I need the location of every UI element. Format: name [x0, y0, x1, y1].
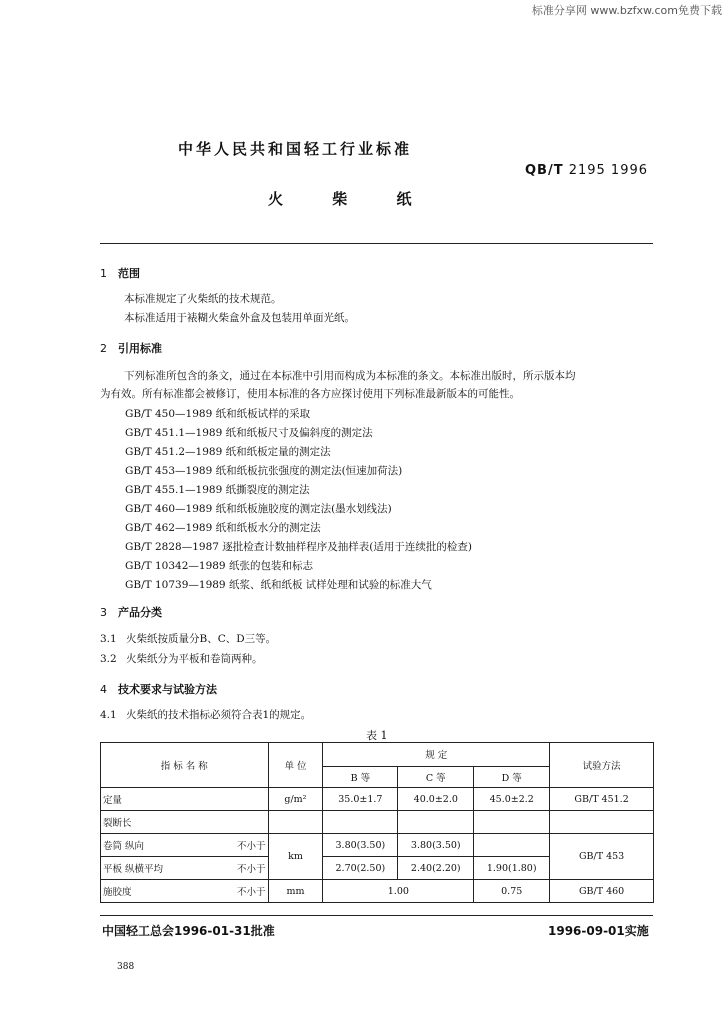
clause-3-2 [100, 650, 263, 669]
header-grade-b: B 等 [323, 766, 398, 787]
row-value-bc: 1.00 [323, 880, 474, 903]
section-title: 技术要求与试验方法 [118, 683, 217, 696]
clause-3-1 [100, 630, 276, 649]
clause-text: 火柴纸按质量分B、C、D三等。 [126, 633, 277, 645]
section-1-heading [100, 265, 140, 281]
row-label: 平板 纵横平均 [103, 864, 164, 875]
watermark: 标准分享网 www.bzfxw.com免费下载 [531, 4, 722, 17]
table-row [101, 880, 654, 903]
row-name [101, 880, 269, 903]
section-2-intro: 下列标准所包含的条文，通过在本标准中引用而构成为本标准的条文。本标准出版时，所示版本均 [124, 370, 576, 382]
row-value-d: 45.0±2.2 [474, 788, 550, 811]
row-name: 定量 [101, 788, 269, 811]
clause-number: 4.1 [100, 709, 117, 721]
row-condition: 不小于 [236, 887, 266, 898]
section-3-heading [100, 604, 162, 620]
standard-code [525, 163, 648, 178]
code-number: 2195 1996 [568, 163, 649, 178]
section-number: 1 [100, 267, 107, 280]
row-value-c: 3.80(3.50) [398, 834, 474, 857]
row-unit: mm [268, 880, 323, 903]
section-number: 2 [100, 342, 107, 355]
section-1-line: 本标准规定了火柴纸的技术规范。 [124, 293, 282, 305]
header-grade-c: C 等 [398, 766, 474, 787]
row-value-c: 2.40(2.20) [398, 857, 474, 880]
clause-number: 3.1 [100, 633, 117, 645]
row-method: GB/T 453 [550, 834, 654, 880]
section-title: 产品分类 [118, 606, 162, 619]
row-method: GB/T 460 [550, 880, 654, 903]
header-indicator: 指 标 名 称 [101, 743, 269, 788]
row-name [101, 834, 269, 857]
code-prefix: QB/T [525, 163, 564, 178]
reference-item: GB/T 450—1989 纸和纸板试样的采取 [125, 408, 311, 420]
row-value-b: 3.80(3.50) [323, 834, 398, 857]
reference-item: GB/T 451.2—1989 纸和纸板定量的测定法 [125, 446, 331, 458]
reference-item: GB/T 2828—1987 逐批检查计数抽样程序及抽样表(适用于连续批的检查) [125, 541, 472, 553]
section-1-line: 本标准适用于裱糊火柴盒外盒及包装用单面光纸。 [124, 312, 355, 324]
document-title: 火 柴 纸 [268, 190, 434, 208]
reference-item: GB/T 462—1989 纸和纸板水分的测定法 [125, 522, 321, 534]
section-2-intro: 为有效。所有标准都会被修订，使用本标准的各方应探讨使用下列标准最新版本的可能性。 [100, 388, 520, 400]
row-value-d: 0.75 [474, 880, 550, 903]
row-name: 裂断长 [101, 811, 269, 834]
clause-4-1 [100, 706, 311, 725]
table-row [101, 834, 654, 857]
table-row [101, 788, 654, 811]
table-row [101, 811, 654, 834]
approval-note: 中国轻工总会1996-01-31批准 [102, 924, 275, 938]
row-value-c: 40.0±2.0 [398, 788, 474, 811]
spec-table [100, 742, 654, 903]
reference-item: GB/T 10739—1989 纸浆、纸和纸板 试样处理和试验的标准大气 [125, 579, 432, 591]
effective-date: 1996-09-01实施 [548, 924, 649, 938]
row-value-d: 1.90(1.80) [474, 857, 550, 880]
row-method: GB/T 451.2 [550, 788, 654, 811]
row-label: 施胶度 [103, 887, 132, 898]
reference-item: GB/T 453—1989 纸和纸板抗张强度的测定法(恒速加荷法) [125, 465, 403, 477]
row-value-d [474, 834, 550, 857]
header-method: 试验方法 [550, 743, 654, 788]
row-value-b: 2.70(2.50) [323, 857, 398, 880]
clause-text: 火柴纸分为平板和卷筒两种。 [126, 653, 263, 665]
table-header-row [101, 743, 654, 767]
row-value-b: 35.0±1.7 [323, 788, 398, 811]
section-2-heading [100, 340, 162, 356]
reference-item: GB/T 10342—1989 纸张的包装和标志 [125, 560, 313, 572]
row-condition: 不小于 [236, 841, 266, 852]
section-number: 3 [100, 606, 107, 619]
reference-item: GB/T 455.1—1989 纸撕裂度的测定法 [125, 484, 310, 496]
section-title: 引用标准 [118, 342, 162, 355]
section-number: 4 [100, 683, 107, 696]
row-label: 卷筒 纵向 [103, 841, 145, 852]
header-spec: 规 定 [323, 743, 550, 767]
reference-item: GB/T 451.1—1989 纸和纸板尺寸及偏斜度的测定法 [125, 427, 373, 439]
footer-rule [100, 915, 653, 916]
clause-text: 火柴纸的技术指标必须符合表1的规定。 [126, 709, 312, 721]
standard-organization: 中华人民共和国轻工行业标准 [178, 140, 413, 158]
header-rule [100, 243, 653, 244]
header-grade-d: D 等 [474, 766, 550, 787]
header-unit: 单 位 [268, 743, 323, 788]
clause-number: 3.2 [100, 653, 117, 665]
section-4-heading [100, 681, 217, 697]
page-number: 388 [117, 962, 135, 972]
section-title: 范围 [118, 267, 140, 280]
reference-item: GB/T 460—1989 纸和纸板施胶度的测定法(墨水划线法) [125, 503, 392, 515]
table-caption: 表 1 [366, 729, 388, 742]
row-condition: 不小于 [236, 864, 266, 875]
row-name [101, 857, 269, 880]
row-unit: km [268, 834, 323, 880]
row-unit: g/m² [268, 788, 323, 811]
